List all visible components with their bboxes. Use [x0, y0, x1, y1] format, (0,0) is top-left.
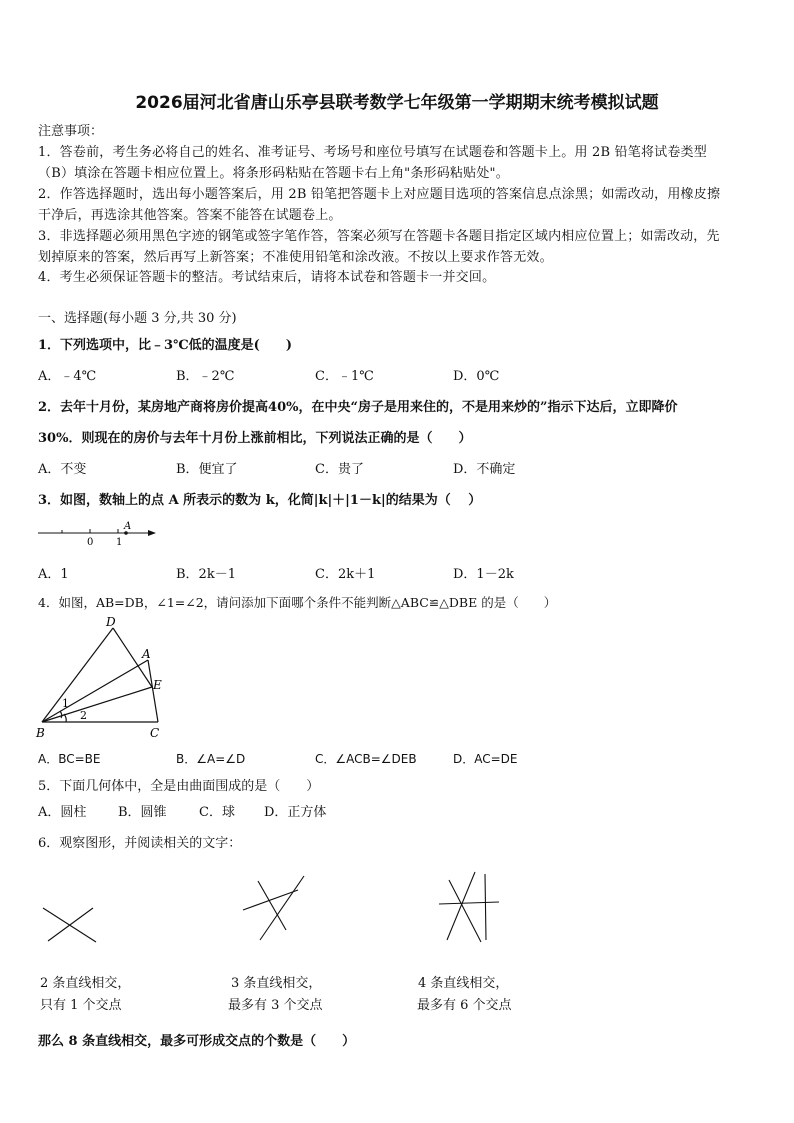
- q5-option-c: C．球: [199, 805, 235, 820]
- label-d: D: [106, 616, 116, 629]
- caption-three-lines-line1: 3 条直线相交，: [231, 976, 322, 991]
- question-6-stem: 6．观察图形，并阅读相关的文字：: [38, 836, 242, 851]
- q4-option-a: A．BC=BE: [38, 752, 101, 766]
- label-0: 0: [87, 537, 94, 548]
- q1-option-a: A．﹣4℃: [38, 369, 97, 384]
- q3-option-c: C．2k＋1: [315, 567, 376, 582]
- number-line-arrow: [148, 530, 156, 536]
- q5-option-d: D．正方体: [264, 805, 327, 820]
- q2-option-d: D．不确定: [453, 462, 516, 477]
- label-e: E: [153, 678, 162, 692]
- caption-two-lines-line1: 2 条直线相交，: [40, 976, 131, 991]
- exam-title: 2026届河北省唐山乐亭县联考数学七年级第一学期期末统考模拟试题: [135, 93, 659, 113]
- section-heading: 一、选择题(每小题 3 分,共 30 分): [38, 311, 237, 326]
- label-angle-1: 1: [62, 697, 69, 710]
- line: [260, 876, 304, 940]
- q1-option-b: B．﹣2℃: [176, 369, 235, 384]
- q2-option-a: A．不变: [38, 462, 87, 477]
- angle-2-arc: [64, 714, 66, 722]
- question-5-stem: 5．下面几何体中，全是由曲面围成的是（ ）: [38, 779, 320, 794]
- q1-option-d: D．0℃: [453, 369, 500, 384]
- label-a: A: [142, 647, 151, 661]
- label-angle-2: 2: [80, 709, 87, 722]
- question-1-stem: 1．下列选项中，比﹣3℃低的温度是( ): [38, 338, 292, 353]
- label-c: C: [150, 726, 160, 740]
- question-4-stem: 4．如图，AB=DB，∠1=∠2，请问添加下面哪个条件不能判断△ABC≌△DBE 的是（ ）: [38, 595, 557, 610]
- line: [449, 880, 481, 942]
- segment-be: [42, 687, 152, 722]
- line: [485, 874, 486, 940]
- q1-option-c: C．﹣1℃: [315, 369, 374, 384]
- q3-option-a: A．1: [38, 567, 69, 582]
- q3-option-b: B．2k－1: [176, 567, 236, 582]
- line: [439, 902, 499, 904]
- angle-1-arc: [60, 711, 62, 718]
- number-line-figure: [36, 520, 160, 548]
- q4-option-b: B．∠A=∠D: [176, 752, 246, 766]
- label-b: B: [36, 726, 45, 740]
- note-line: 2．作答选择题时，选出每小题答案后，用 2B 铅笔把答题卡上对应题目选项的答案信息点涂黑；如需改动，用橡皮擦: [38, 187, 721, 202]
- q2-option-b: B．便宜了: [176, 462, 238, 477]
- question-6-prompt: 那么 8 条直线相交，最多可形成交点的个数是（ ）: [38, 1034, 356, 1049]
- note-line: 4．考生必须保证答题卡的整洁。考试结束后，请将本试卷和答题卡一并交回。: [38, 270, 496, 285]
- two-lines-figure: [38, 900, 102, 946]
- q4-option-d: D．AC=DE: [453, 752, 518, 766]
- label-a: A: [124, 521, 132, 532]
- line: [243, 890, 298, 910]
- q3-option-d: D．1－2k: [453, 567, 514, 582]
- three-lines-figure: [238, 870, 308, 942]
- caption-three-lines-line2: 最多有 3 个交点: [228, 998, 323, 1013]
- note-line: 1．答卷前，考生务必将自己的姓名、准考证号、考场号和座位号填写在试题卷和答题卡上。用 2B 铅笔将试卷类型: [38, 145, 707, 160]
- q5-option-b: B．圆锥: [118, 805, 167, 820]
- segment-bd: [42, 628, 113, 722]
- label-1: 1: [116, 537, 123, 548]
- q5-option-a: A．圆柱: [38, 805, 87, 820]
- caption-four-lines-line2: 最多有 6 个交点: [417, 998, 512, 1013]
- note-line: （B）填涂在答题卡相应位置上。将条形码粘贴在答题卡右上角"条形码粘贴处"。: [38, 166, 509, 181]
- segment-ba: [42, 660, 148, 722]
- note-line: 划掉原来的答案，然后再写上新答案；不准使用铅笔和涂改液。不按以上要求作答无效。: [38, 250, 553, 265]
- question-2-stem-line2: 30%．则现在的房价与去年十月份上涨前相比，下列说法正确的是（ ）: [38, 431, 472, 446]
- notes-heading: 注意事项：: [38, 124, 104, 139]
- q2-option-c: C．贵了: [315, 462, 364, 477]
- caption-four-lines-line1: 4 条直线相交，: [418, 976, 509, 991]
- four-lines-figure: [435, 868, 503, 944]
- question-3-stem: 3．如图，数轴上的点 A 所表示的数为 k，化简|k|＋|1－k|的结果为（ ）: [38, 493, 482, 508]
- note-line: 3．非选择题必须用黑色字迹的钢笔或签字笔作答，答案必须写在答题卡各题目指定区域内相应位置上；如需改动，先: [38, 229, 720, 244]
- triangle-figure: [34, 616, 170, 740]
- caption-two-lines-line2: 只有 1 个交点: [40, 998, 122, 1013]
- note-line: 干净后，再选涂其他答案。答案不能答在试题卷上。: [38, 208, 342, 223]
- q4-option-c: C．∠ACB=∠DEB: [315, 752, 417, 766]
- question-2-stem-line1: 2．去年十月份，某房地产商将房价提高40%，在中央“房子是用来住的，不是用来炒的”指示下达后，立即降价: [38, 400, 678, 415]
- line: [447, 872, 475, 940]
